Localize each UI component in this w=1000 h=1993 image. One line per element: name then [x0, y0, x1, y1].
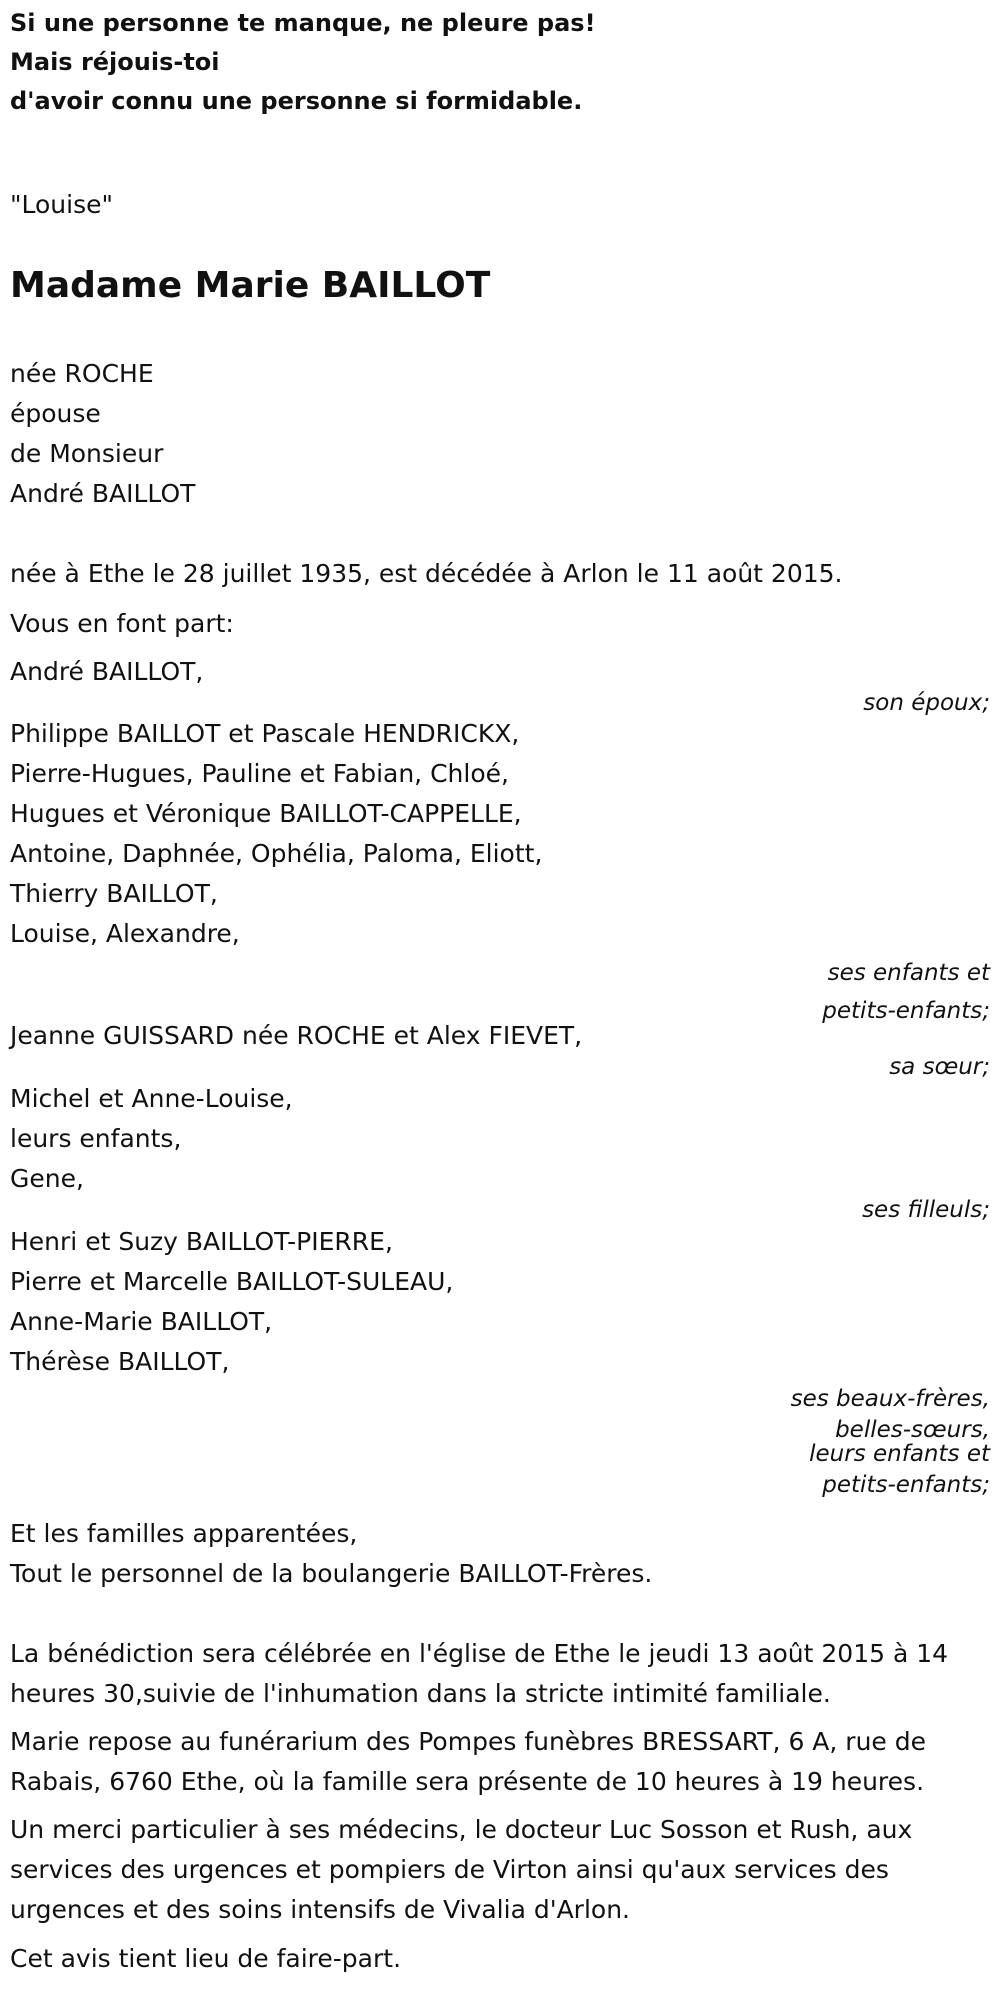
- group-name-line: Gene,: [10, 1164, 84, 1193]
- godchildren-group: [10, 1079, 990, 1229]
- group-name-line: Antoine, Daphnée, Ophélia, Paloma, Eliott,: [10, 839, 543, 868]
- deceased-name: Madame Marie BAILLOT: [10, 265, 491, 306]
- maiden-line: née ROCHE: [10, 359, 154, 388]
- quote-line: Si une personne te manque, ne pleure pas!: [10, 9, 596, 37]
- paragraph-line: services des urgences et pompiers de Virton ainsi qu'aux services des: [10, 1855, 889, 1884]
- paragraph-line: Un merci particulier à ses médecins, le docteur Luc Sosson et Rush, aux: [10, 1815, 913, 1844]
- group-role: leurs enfants et: [809, 1441, 990, 1467]
- ceremony-paragraph: [10, 1634, 948, 1714]
- sister-group: [10, 1016, 990, 1086]
- group-name-line: leurs enfants,: [10, 1124, 182, 1153]
- inlaws-group: [10, 1222, 990, 1504]
- group-role: petits-enfants;: [822, 998, 990, 1024]
- funeral-home-paragraph: [10, 1722, 926, 1802]
- closing-paragraph: [10, 1939, 401, 1979]
- group-role: ses beaux-frères,: [790, 1386, 990, 1412]
- group-name-line: Louise, Alexandre,: [10, 919, 240, 948]
- maiden-line: épouse: [10, 399, 101, 428]
- thanks-paragraph: [10, 1810, 912, 1930]
- group-name-line: Michel et Anne-Louise,: [10, 1084, 293, 1113]
- group-name-line: Thierry BAILLOT,: [10, 879, 218, 908]
- group-name-line: Jeanne GUISSARD née ROCHE et Alex FIEVET,: [10, 1021, 583, 1050]
- birth-death: née à Ethe le 28 juillet 1935, est décédée à Arlon le 11 août 2015.: [10, 559, 843, 588]
- families-line: Et les familles apparentées,: [10, 1519, 358, 1548]
- paragraph-line: La bénédiction sera célébrée en l'église de Ethe le jeudi 13 août 2015 à 14: [10, 1639, 949, 1668]
- quote-line: Mais réjouis-toi: [10, 48, 220, 76]
- families-line: Tout le personnel de la boulangerie BAILLOT-Frères.: [10, 1559, 653, 1588]
- spouse-group: [10, 652, 990, 722]
- group-name-line: Henri et Suzy BAILLOT-PIERRE,: [10, 1227, 393, 1256]
- group-role: petits-enfants;: [822, 1472, 990, 1498]
- group-role: ses enfants et: [827, 960, 990, 986]
- quote-line: d'avoir connu une personne si formidable.: [10, 87, 583, 115]
- paragraph-line: Marie repose au funérarium des Pompes funèbres BRESSART, 6 A, rue de: [10, 1727, 927, 1756]
- group-name-line: Thérèse BAILLOT,: [10, 1347, 230, 1376]
- maiden-line: André BAILLOT: [10, 479, 196, 508]
- group-name-line: Pierre et Marcelle BAILLOT-SULEAU,: [10, 1267, 454, 1296]
- group-name-line: André BAILLOT,: [10, 657, 204, 686]
- group-name-line: Pierre-Hugues, Pauline et Fabian, Chloé,: [10, 759, 509, 788]
- group-role: belles-sœurs,: [835, 1417, 990, 1443]
- group-role: sa sœur;: [889, 1054, 990, 1080]
- nickname: "Louise": [10, 190, 113, 219]
- maiden-block: [10, 354, 195, 514]
- group-name-line: Philippe BAILLOT et Pascale HENDRICKX,: [10, 719, 520, 748]
- group-name-line: Anne-Marie BAILLOT,: [10, 1307, 273, 1336]
- group-name-line: Hugues et Véronique BAILLOT-CAPPELLE,: [10, 799, 522, 828]
- paragraph-line: Cet avis tient lieu de faire-part.: [10, 1944, 402, 1973]
- announce-line: Vous en font part:: [10, 609, 234, 638]
- families-block: [10, 1514, 652, 1594]
- group-role: ses filleuls;: [862, 1197, 990, 1223]
- paragraph-line: Rabais, 6760 Ethe, où la famille sera présente de 10 heures à 19 heures.: [10, 1767, 925, 1796]
- paragraph-line: urgences et des soins intensifs de Vivalia d'Arlon.: [10, 1895, 630, 1924]
- paragraph-line: heures 30,suivie de l'inhumation dans la stricte intimité familiale.: [10, 1679, 831, 1708]
- opening-quote: [10, 4, 596, 121]
- group-role: son époux;: [863, 690, 990, 716]
- children-group: [10, 714, 990, 1030]
- maiden-line: de Monsieur: [10, 439, 164, 468]
